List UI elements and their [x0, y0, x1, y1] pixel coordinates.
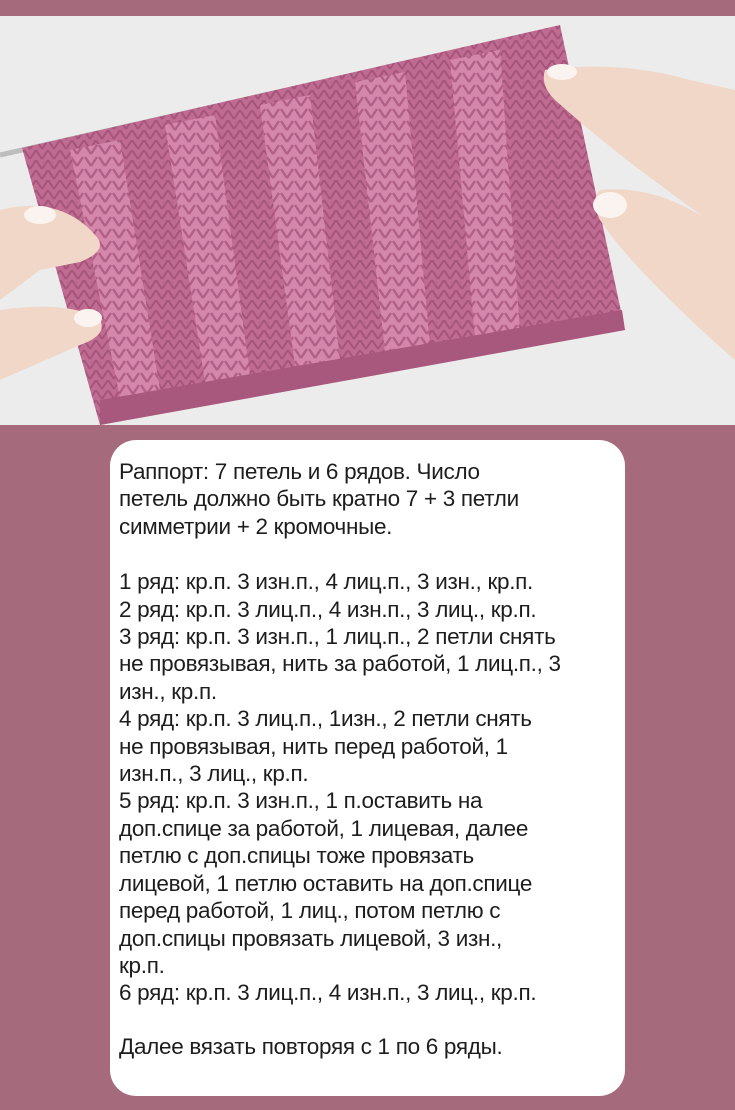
row-line: доп.спице за работой, 1 лицевая, далее	[119, 815, 529, 841]
footer-line: Далее вязать повторяя с 1 по 6 ряды.	[119, 1033, 503, 1059]
row-line: 6 ряд: кр.п. 3 лиц.п., 4 изн.п., 3 лиц., кр.п.	[119, 980, 537, 1006]
row-line: петлю с доп.спицы тоже провязать	[119, 843, 474, 869]
row-line: лицевой, 1 петлю оставить на доп.спице	[119, 870, 533, 896]
row-line: 5 ряд: кр.п. 3 изн.п., 1 п.оставить на	[119, 788, 483, 814]
row-line: кр.п.	[119, 952, 165, 978]
row-line: изн., кр.п.	[119, 678, 217, 704]
row-line: изн.п., 3 лиц., кр.п.	[119, 761, 309, 787]
intro-line: петель должно быть кратно 7 + 3 петли	[119, 486, 519, 512]
row-line: не провязывая, нить за работой, 1 лиц.п., 3	[119, 651, 561, 677]
knitting-photo	[0, 0, 735, 430]
intro-line: Раппорт: 7 петель и 6 рядов. Число	[119, 459, 480, 484]
row-line: 1 ряд: кр.п. 3 изн.п., 4 лиц.п., 3 изн., кр.п.	[119, 569, 534, 595]
row-line: не провязывая, нить перед работой, 1	[119, 733, 508, 759]
row-line: 4 ряд: кр.п. 3 лиц.п., 1изн., 2 петли снять	[119, 706, 532, 732]
row-line: перед работой, 1 лиц., потом петлю с	[119, 898, 501, 924]
row-line: 3 ряд: кр.п. 3 изн.п., 1 лиц.п., 2 петли снять	[119, 624, 556, 650]
intro-line: симметрии + 2 кромочные.	[119, 513, 393, 539]
knitting-illustration	[0, 0, 735, 430]
instructions-card	[110, 440, 625, 1096]
row-line: 2 ряд: кр.п. 3 лиц.п., 4 изн.п., 3 лиц., кр.п.	[119, 596, 537, 622]
row-line: доп.спицы провязать лицевой, 3 изн.,	[119, 925, 503, 951]
